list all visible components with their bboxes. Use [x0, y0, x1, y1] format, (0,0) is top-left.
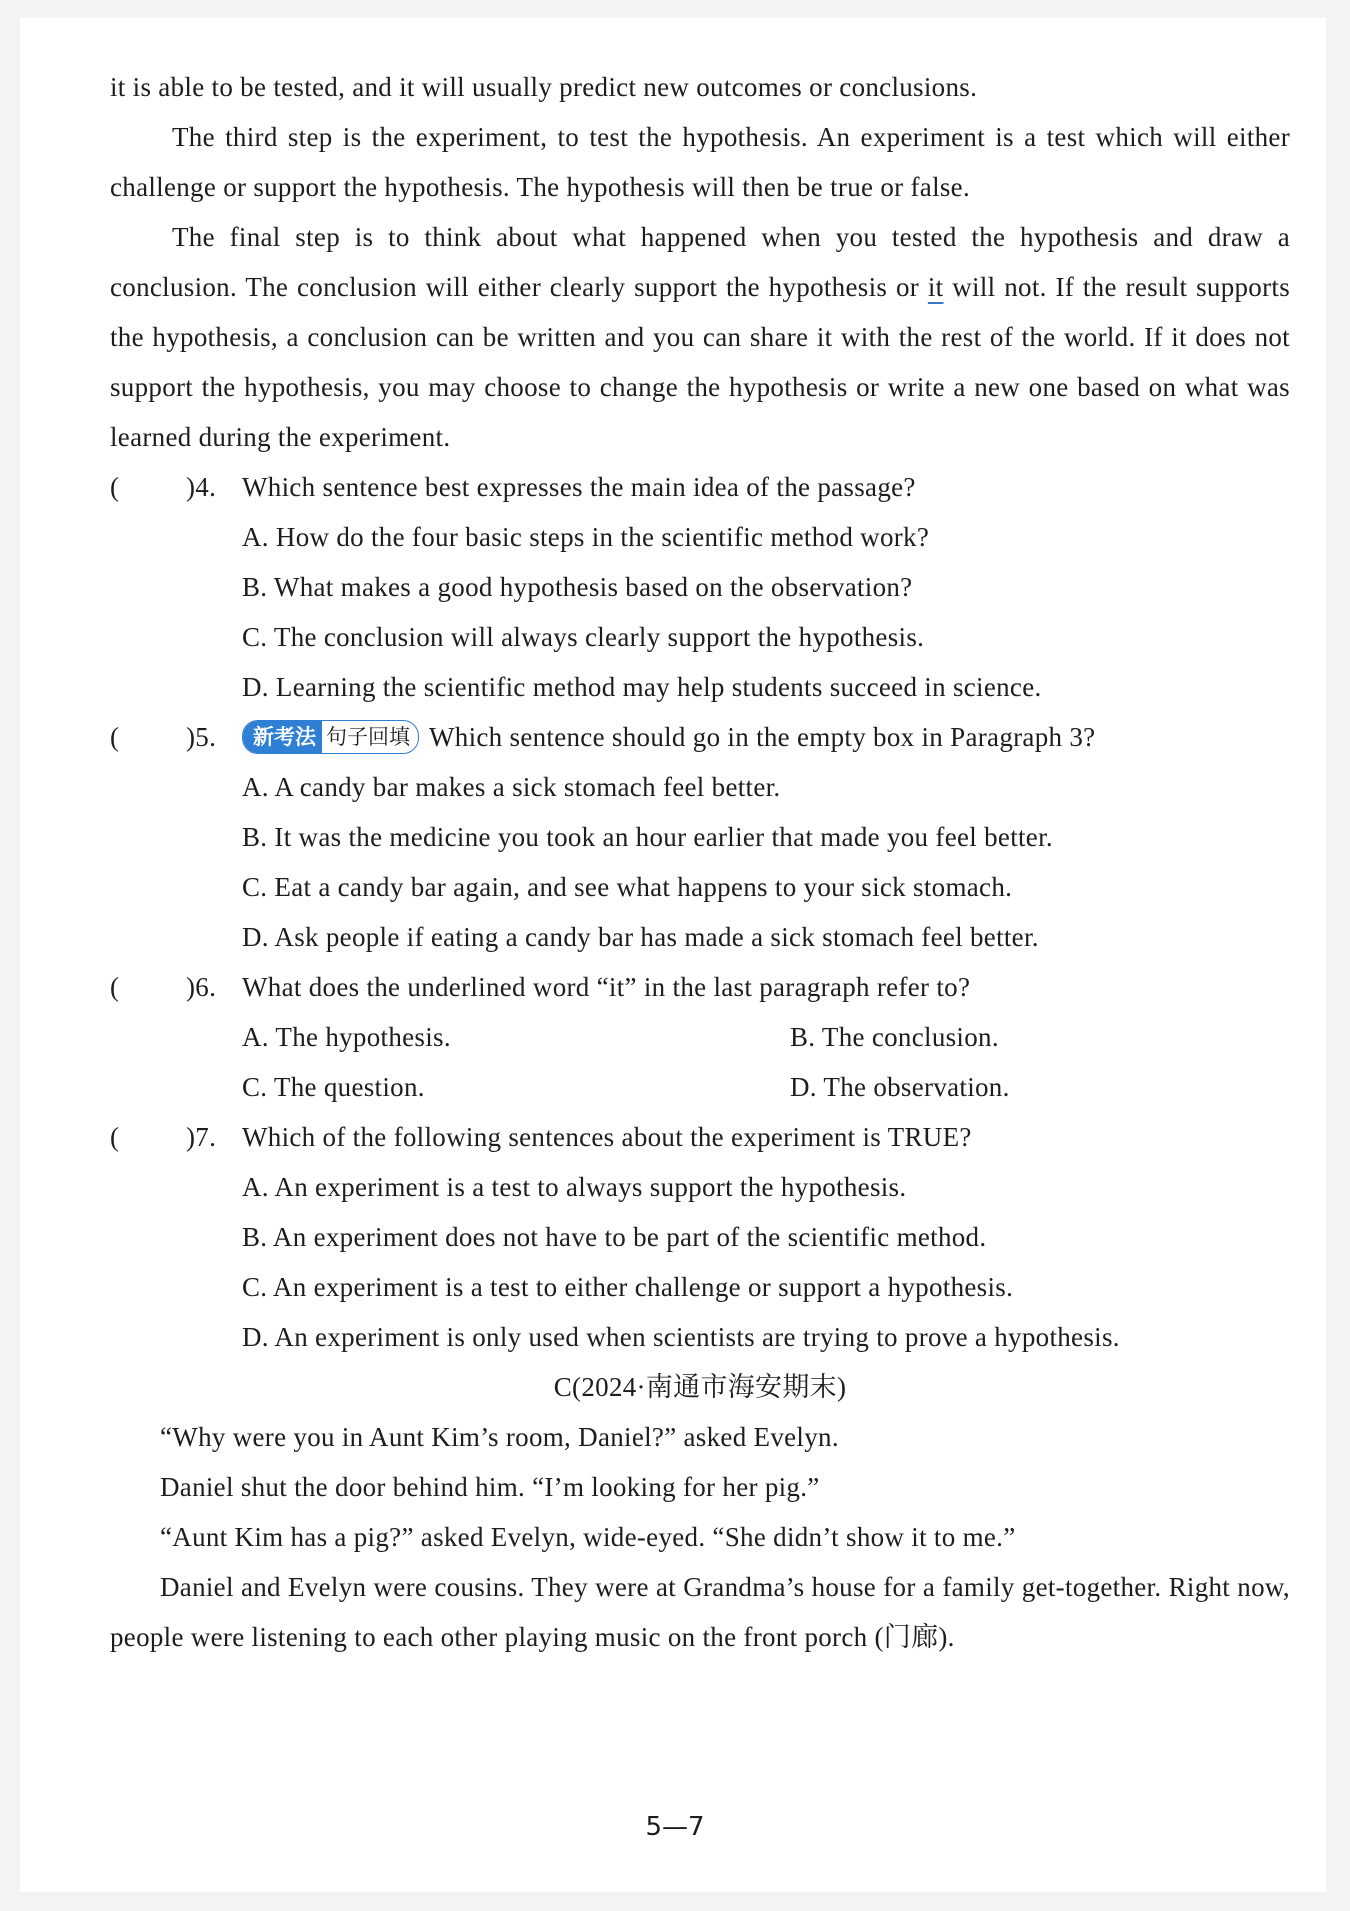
question-4	[110, 462, 1290, 512]
option-5b: B. It was the medicine you took an hour earlier that made you feel better.	[242, 822, 1053, 852]
question-5-text: Which sentence should go in the empty box in Paragraph 3?	[429, 722, 1096, 752]
new-exam-method-badge	[242, 720, 419, 754]
section-c-line-2: Daniel shut the door behind him. “I’m looking for her pig.”	[160, 1472, 820, 1502]
question-text-4: Which sentence best expresses the main idea of the passage?	[242, 472, 916, 502]
options-row-6cd	[110, 1062, 1290, 1112]
badge-sentence-fill-label: 句子回填	[326, 724, 410, 749]
question-number-7: )7.	[186, 1122, 217, 1152]
answer-blank-4[interactable]: (	[110, 472, 120, 502]
question-7	[110, 1112, 1290, 1162]
option-7b: B. An experiment does not have to be part of the scientific method.	[242, 1222, 987, 1252]
options-row-6ab	[110, 1012, 1290, 1062]
question-text-5	[242, 712, 1095, 762]
option-5a: A. A candy bar makes a sick stomach feel better.	[242, 772, 781, 802]
option-4c: C. The conclusion will always clearly support the hypothesis.	[242, 622, 925, 652]
passage-paragraph-2: The third step is the experiment, to test the hypothesis. An experiment is a test which will either challenge or support the hypothesis. The hypothesis will then be true or false.	[110, 122, 1290, 202]
option-7d: D. An experiment is only used when scientists are trying to prove a hypothesis.	[242, 1322, 1120, 1352]
option-7c: C. An experiment is a test to either challenge or support a hypothesis.	[242, 1272, 1014, 1302]
section-c-paragraph: Daniel and Evelyn were cousins. They were at Grandma’s house for a family get-together. Right now, people were listening to each other playing music on the front porch (门廊).	[110, 1572, 1290, 1652]
passage-paragraph-3	[110, 212, 1290, 462]
question-text-6: What does the underlined word “it” in the last paragraph refer to?	[242, 972, 971, 1002]
option-6d: D. The observation.	[790, 1072, 1010, 1102]
option-6c: C. The question.	[242, 1072, 425, 1102]
option-5c: C. Eat a candy bar again, and see what happens to your sick stomach.	[242, 872, 1013, 902]
option-4b: B. What makes a good hypothesis based on the observation?	[242, 572, 913, 602]
option-6a: A. The hypothesis.	[242, 1022, 451, 1052]
question-5	[110, 712, 1290, 762]
section-c-line-3: “Aunt Kim has a pig?” asked Evelyn, wide-eyed. “She didn’t show it to me.”	[160, 1522, 1016, 1552]
paragraph-3-text-after: will not. If the result supports the hypothesis, a conclusion can be written and you can share it with the rest of the world. If it does not support the hypothesis, you may choose to change the hypothesis or write a new one based on what was learned during the experiment.	[110, 272, 1291, 452]
question-text-7: Which of the following sentences about the experiment is TRUE?	[242, 1122, 972, 1152]
answer-blank-5[interactable]: (	[110, 722, 120, 752]
passage-paragraph-1: it is able to be tested, and it will usually predict new outcomes or conclusions.	[110, 72, 978, 102]
option-6b: B. The conclusion.	[790, 1022, 999, 1052]
option-4a: A. How do the four basic steps in the scientific method work?	[242, 522, 930, 552]
option-5d: D. Ask people if eating a candy bar has made a sick stomach feel better.	[242, 922, 1039, 952]
underlined-word-it: it	[927, 272, 944, 302]
answer-blank-7[interactable]: (	[110, 1122, 120, 1152]
worksheet-content	[110, 62, 1290, 1662]
paragraph-3-text-before: The final step is to think about what happened when you tested the hypothesis and draw a conclusion. The conclusion will either clearly support the hypothesis or	[110, 222, 1290, 302]
option-4d: D. Learning the scientific method may help students succeed in science.	[242, 672, 1042, 702]
question-6	[110, 962, 1290, 1012]
answer-blank-6[interactable]: (	[110, 972, 120, 1002]
question-number-4: )4.	[186, 472, 217, 502]
page-number: 5—7	[645, 1812, 705, 1842]
question-number-6: )6.	[186, 972, 217, 1002]
badge-new-method-label: 新考法	[243, 721, 322, 753]
option-7a: A. An experiment is a test to always support the hypothesis.	[242, 1172, 907, 1202]
section-c-line-1: “Why were you in Aunt Kim’s room, Daniel?” asked Evelyn.	[160, 1422, 839, 1452]
section-c-title: C(2024·南通市海安期末)	[553, 1372, 847, 1402]
question-number-5: )5.	[186, 722, 217, 752]
